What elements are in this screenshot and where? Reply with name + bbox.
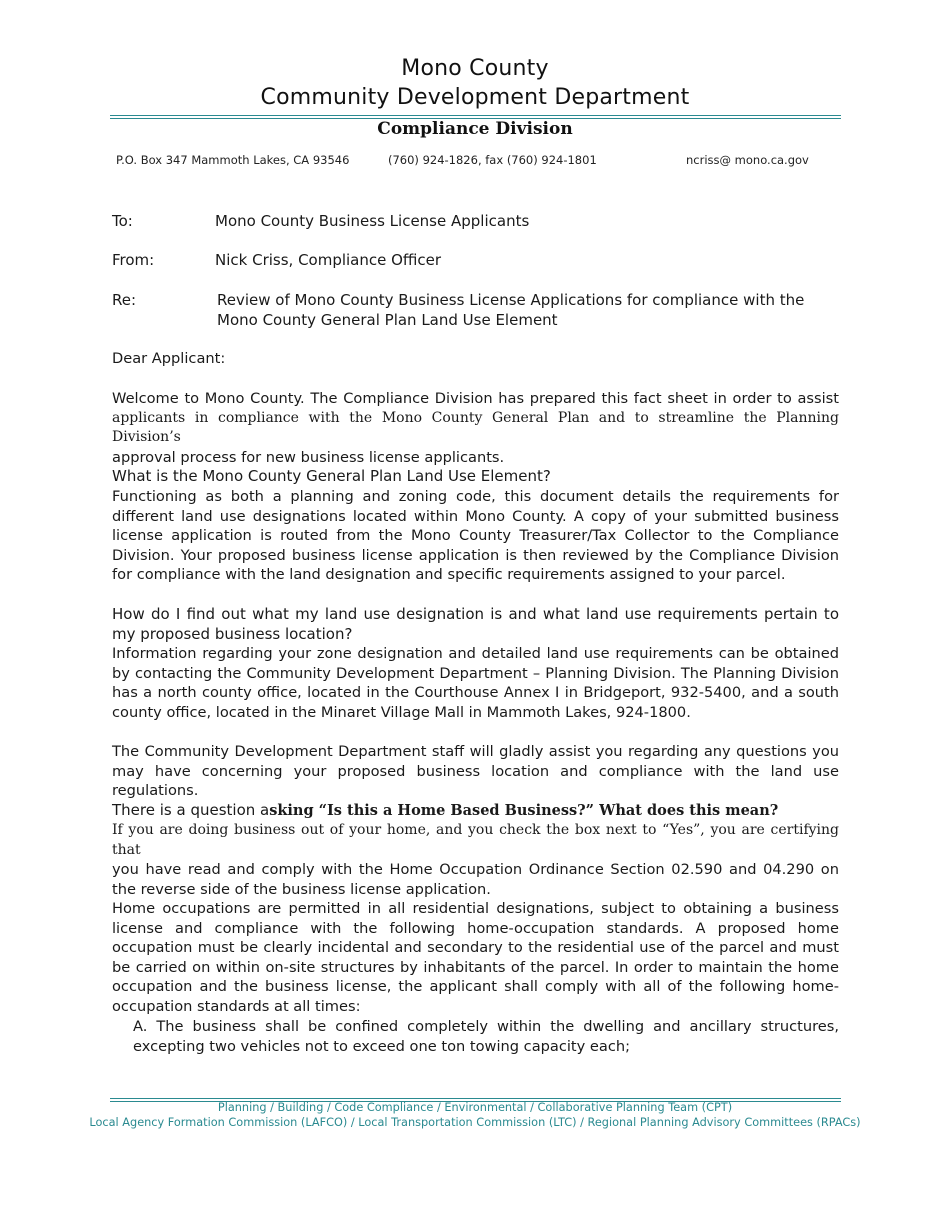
question-home-business-lead: There is a question a: [112, 801, 270, 819]
answer-land-use-element: Functioning as both a planning and zoning code, this document details the requirements for different land use designations located within Mono County. A copy of your submitted business license application is routed from the Mono County Treasurer/Tax Collector to the Compliance Division. Your proposed business license application is then reviewed by the Compliance Division for compliance with the land designation and specific requirements assigned to your parcel.: [112, 488, 839, 584]
standard-item-a: A. The business shall be confined completely within the dwelling and ancillary structures, excepting two vehicles not to exceed one ton towing capacity each;: [133, 1018, 839, 1055]
staff-assistance-paragraph: The Community Development Department staff will gladly assist you regarding any questions you may have concerning your proposed business location and compliance with the land use regulations.: [112, 743, 839, 800]
footer-line-2: Local Agency Formation Commission (LAFCO) / Local Transportation Commission (LTC) / Regional Planning Advisory Committees (RPACs): [89, 1116, 861, 1129]
org-name: Mono County: [401, 56, 549, 81]
from-label: From:: [112, 251, 155, 269]
re-line-1: Review of Mono County Business License Applications for compliance with the: [217, 291, 805, 309]
answer-home-business-rest: you have read and comply with the Home Occupation Ordinance Section 02.590 and 04.290 on the reverse side of the business license application.: [112, 861, 839, 898]
email: ncriss@ mono.ca.gov: [686, 153, 809, 167]
question-land-use-designation: How do I find out what my land use designation is and what land use requirements pertain to my proposed business location?: [112, 605, 839, 643]
answer-home-business: [112, 821, 839, 899]
footer-line-1: Planning / Building / Code Compliance / Environmental / Collaborative Planning Team (CPT): [217, 1101, 733, 1114]
header-divider: [110, 115, 841, 116]
answer-home-business-line-1: If you are doing business out of your home, and you check the box next to “Yes”, you are certifying that: [112, 822, 839, 858]
welcome-paragraph: [112, 389, 839, 467]
welcome-line-2: applicants in compliance with the Mono County General Plan and to streamline the Planning Division’s: [112, 409, 839, 446]
question-home-business-bold: sking “Is this a Home Based Business?” What does this mean?: [269, 802, 779, 819]
from-value: Nick Criss, Compliance Officer: [215, 251, 442, 269]
re-value: [217, 290, 804, 330]
phone-fax: (760) 924-1826, fax (760) 924-1801: [388, 153, 597, 167]
footer-divider: [110, 1098, 841, 1099]
re-line-2: Mono County General Plan Land Use Element: [217, 311, 558, 329]
question-home-business: [112, 801, 839, 821]
question-land-use-element: What is the Mono County General Plan Land Use Element?: [112, 467, 551, 485]
to-value: Mono County Business License Applicants: [215, 212, 530, 230]
division-name: Compliance Division: [377, 119, 573, 139]
department-name: Community Development Department: [260, 85, 690, 110]
re-label: Re:: [112, 291, 137, 309]
to-label: To:: [112, 212, 133, 230]
home-occupation-paragraph: Home occupations are permitted in all residential designations, subject to obtaining a business license and compliance with the following home-occupation standards. A proposed home occupation must be clearly incidental and secondary to the residential use of the parcel and must be carried on within on-site structures by inhabitants of the parcel. In order to maintain the home occupation and the business license, the applicant shall comply with all of the following home-occupation standards at all times:: [112, 900, 839, 1015]
salutation: Dear Applicant:: [112, 350, 226, 367]
address: P.O. Box 347 Mammoth Lakes, CA 93546: [116, 153, 350, 167]
welcome-line-3: approval process for new business license applicants.: [112, 448, 505, 466]
answer-land-use-designation: Information regarding your zone designation and detailed land use requirements can be obtained by contacting the Community Development Department – Planning Division. The Planning Division has a north county office, located in the Courthouse Annex I in Bridgeport, 932-5400, and a south county office, located in the Minaret Village Mall in Mammoth Lakes, 924-1800.: [112, 645, 839, 721]
welcome-line-1: Welcome to Mono County. The Compliance Division has prepared this fact sheet in order to assist: [112, 390, 839, 407]
